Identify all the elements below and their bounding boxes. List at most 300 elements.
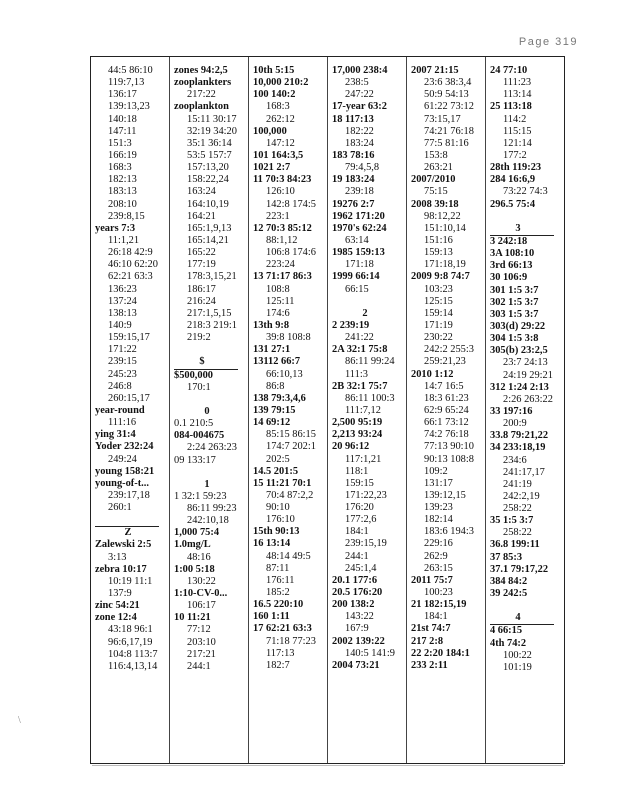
index-entry: 0.1 210:5	[174, 418, 214, 430]
index-page-refs: 164:21	[187, 210, 216, 222]
index-term: 18 117:13	[332, 113, 374, 125]
index-page-refs: 184:1	[345, 526, 369, 538]
index-page-refs: 184:1	[424, 611, 448, 623]
index-page-refs: 159:13	[424, 247, 453, 259]
index-page-refs: 2:24 263:23	[187, 442, 237, 454]
section-letter-heading: $	[174, 356, 238, 369]
index-page-refs: 66:10,13	[266, 368, 303, 380]
index-term: 39 242:5	[490, 588, 528, 600]
index-page-refs: 244:1	[345, 550, 369, 562]
index-page-refs: 182:14	[424, 514, 453, 526]
index-page-refs: 167:9	[345, 623, 369, 635]
index-column-5	[406, 57, 485, 763]
index-term: 20.5 176:20	[332, 587, 383, 599]
index-term: 183 78:16	[332, 149, 375, 161]
index-spacer	[490, 600, 564, 612]
index-page-refs: 183:6 194:3	[424, 526, 474, 538]
index-page-refs: 242:10,18	[187, 515, 229, 527]
index-page-refs: 168:3	[266, 101, 290, 113]
index-page-refs: 140:18	[108, 113, 137, 125]
index-page-refs: 74:21 76:18	[424, 125, 474, 137]
index-page-refs: 62:21 63:3	[108, 271, 153, 283]
index-page-refs: 171:18	[345, 259, 374, 271]
index-page-refs: 223:24	[266, 259, 295, 271]
index-term: zooplankton	[174, 101, 229, 113]
index-page-refs: 79:4,5,8	[345, 162, 380, 174]
index-page-refs: 176:20	[345, 502, 374, 514]
index-term: zooplankters	[174, 77, 232, 89]
index-page-refs: 106:17	[187, 600, 216, 612]
index-page-refs: 121:14	[503, 137, 532, 149]
index-term: 15 11:21 70:1	[253, 477, 312, 489]
index-page-refs: 217:1,5,15	[187, 307, 232, 319]
index-page-refs: 113:14	[503, 89, 532, 101]
index-page-refs: 53:5 157:7	[187, 149, 232, 161]
index-term: 10 11:21	[174, 612, 211, 624]
index-term: 101 164:3,5	[253, 149, 304, 161]
index-page-refs: 125:11	[266, 295, 295, 307]
section-letter-heading: 1	[204, 478, 210, 490]
index-spacer	[174, 467, 248, 479]
index-term: zinc 54:21	[95, 600, 140, 612]
index-page-refs: 74:2 76:18	[424, 429, 469, 441]
index-term: 312 1:24 2:13	[490, 381, 549, 393]
index-term: 2004 73:21	[332, 659, 380, 671]
index-page-refs: 263:21	[424, 162, 453, 174]
index-page-refs: 86:11 100:3	[345, 392, 395, 404]
index-page-refs: 10:19 11:1	[108, 575, 153, 587]
index-term: 2008 39:18	[411, 198, 459, 210]
index-page-refs: 48:14 49:5	[266, 550, 311, 562]
index-page-refs: 202:5	[266, 453, 290, 465]
index-page-refs: 23:7 24:13	[503, 357, 548, 369]
index-term: 13th 9:8	[253, 319, 290, 331]
index-page-refs: 109:2	[424, 465, 448, 477]
index-page-refs: 140:9	[108, 319, 132, 331]
index-term: 20.1 177:6	[332, 574, 378, 586]
index-page-refs: 260:1	[108, 502, 132, 514]
index-page-refs: 168:3	[108, 162, 132, 174]
index-term: 16.5 220:10	[253, 599, 304, 611]
index-term: 284 16:6,9	[490, 174, 536, 186]
index-term: 1:00 5:18	[174, 563, 215, 575]
index-column-3	[248, 57, 327, 763]
index-term: 34 233:18,19	[490, 442, 546, 454]
index-page-refs: 262:12	[266, 113, 295, 125]
index-page-refs: 157:13,20	[187, 162, 229, 174]
index-page-refs: 177:19	[187, 259, 216, 271]
index-term: 37 85:3	[490, 551, 523, 563]
index-term: 16 13:14	[253, 538, 291, 550]
index-term: 1970's 62:24	[332, 222, 387, 234]
index-page-refs: 26:18 42:9	[108, 247, 153, 259]
index-page-refs: 137:9	[108, 588, 132, 600]
index-term: 24 77:10	[490, 65, 528, 76]
index-term: 100 140:2	[253, 89, 296, 101]
index-page-refs: 151:10,14	[424, 222, 466, 234]
index-page-refs: 219:2	[187, 332, 211, 344]
index-page-refs: 131:17	[424, 477, 453, 489]
index-spacer	[174, 344, 248, 356]
index-term: 3A 108:10	[490, 248, 535, 260]
index-page-refs: 171:22	[108, 344, 137, 356]
index-page-refs: 182:7	[266, 659, 290, 671]
index-page-refs: 259:21,23	[424, 356, 466, 368]
index-term: 3 242:18	[490, 235, 528, 247]
index-page-refs: 86:8	[266, 380, 285, 392]
index-term: ying 31:4	[95, 429, 136, 441]
index-page-refs: 185:2	[266, 587, 290, 599]
index-page-refs: 239:8,15	[108, 210, 145, 222]
index-page-refs: 218:3 219:1	[187, 319, 237, 331]
index-page-refs: 262:9	[424, 550, 448, 562]
index-term: years 7:3	[95, 222, 136, 234]
index-page-refs: 151:16	[424, 234, 453, 246]
index-page-refs: 115:15	[503, 125, 532, 137]
index-term: 2010 1:12	[411, 368, 454, 380]
index-page-refs: 258:22	[503, 527, 532, 539]
index-term: 10th 5:15	[253, 65, 295, 76]
index-page-refs: 217:22	[187, 89, 216, 101]
index-page-refs: 183:24	[345, 137, 374, 149]
index-page-refs: 241:19	[503, 478, 532, 490]
index-page-refs: 241:22	[345, 332, 374, 344]
index-term: 139 79:15	[253, 404, 296, 416]
index-term: 2002 139:22	[332, 635, 385, 647]
index-term: 302 1:5 3:7	[490, 296, 539, 308]
index-page-refs: 100:22	[503, 649, 532, 661]
index-term: 2A 32:1 75:8	[332, 344, 388, 356]
index-page-refs: 63:14	[345, 234, 369, 246]
index-page-refs: 126:10	[266, 186, 295, 198]
index-term: 304 1:5 3:8	[490, 333, 539, 345]
index-page-refs: 116:4,13,14	[108, 660, 158, 672]
index-page-refs: 139:12,15	[424, 489, 466, 501]
index-page-refs: 164:10,19	[187, 198, 229, 210]
index-page-refs: 77:13 90:10	[424, 441, 474, 453]
index-page-refs: 239:18	[345, 186, 374, 198]
index-page-refs: 183:13	[108, 186, 137, 198]
index-term: 138 79:3,4,6	[253, 392, 306, 404]
index-term: 217 2:8	[411, 635, 444, 647]
index-page-refs: 159:15,17	[108, 332, 150, 344]
index-page-refs: 171:22,23	[345, 489, 387, 501]
word-index-table	[90, 56, 565, 764]
index-term: 19276 2:7	[332, 198, 375, 210]
index-page-refs: 244:1	[187, 660, 211, 672]
index-page-refs: 90:10	[266, 502, 290, 514]
index-page-refs: 35:1 36:14	[187, 137, 232, 149]
index-page-refs: 100:23	[424, 587, 453, 599]
index-page-refs: 242:2 255:3	[424, 344, 474, 356]
index-term: 20 96:12	[332, 441, 370, 453]
index-page-refs: 3:13	[108, 551, 127, 563]
index-page-refs: 46:10 62:20	[108, 259, 158, 271]
index-page-refs: 66:15	[345, 283, 369, 295]
index-page-refs: 153:8	[424, 149, 448, 161]
index-term: 13112 66:7	[253, 356, 301, 368]
index-page-refs: 159:14	[424, 307, 453, 319]
index-page-refs: 90:13 108:8	[424, 453, 474, 465]
index-page-refs: 239:15	[108, 356, 137, 368]
index-page-refs: 208:10	[108, 198, 137, 210]
index-page-refs: 75:15	[424, 186, 448, 198]
index-page-refs: 171:19	[424, 319, 453, 331]
index-page-refs: 182:22	[345, 125, 374, 137]
index-term: 131 27:1	[253, 344, 291, 356]
section-letter-heading: 4	[490, 612, 554, 625]
index-page-refs: 151:3	[108, 137, 132, 149]
index-term: 301 1:5 3:7	[490, 284, 539, 296]
index-term: 2009 9:8 74:7	[411, 271, 470, 283]
index-page-refs: 139:13,23	[108, 101, 150, 113]
index-page-refs: 176:10	[266, 514, 295, 526]
index-page-refs: 142:8 174:5	[266, 198, 316, 210]
index-term: 14 69:12	[253, 417, 291, 429]
index-page-refs: 241:17,17	[503, 466, 545, 478]
section-letter-heading: Z	[124, 527, 132, 539]
index-page-refs: 170:1	[187, 381, 211, 393]
section-letter-heading: 3	[490, 223, 554, 236]
index-page-refs: 139:23	[424, 502, 453, 514]
index-page-refs: 85:15 86:15	[266, 429, 316, 441]
index-page-refs: 88:1,12	[266, 234, 298, 246]
index-page-refs: 186:17	[187, 283, 216, 295]
index-term: 25 113:18	[490, 101, 532, 113]
index-page-refs: 130:22	[187, 575, 216, 587]
index-page-refs: 147:11	[108, 125, 137, 137]
index-page-refs: 14:7 16:5	[424, 380, 464, 392]
index-page-refs: 234:6	[503, 454, 527, 466]
index-column-1	[91, 57, 169, 763]
index-page-refs: 165:22	[187, 247, 216, 259]
index-page-refs: 62:9 65:24	[424, 404, 469, 416]
index-page-refs: 203:10	[187, 636, 216, 648]
index-page-refs: 111:23	[503, 77, 532, 89]
index-page-refs: 136:23	[108, 283, 137, 295]
index-term: 33 197:16	[490, 405, 533, 417]
index-page-refs: 159:15	[345, 477, 374, 489]
index-page-refs: 117:13	[266, 647, 295, 659]
index-term: 1985 159:13	[332, 247, 385, 259]
index-spacer	[95, 514, 159, 527]
index-page-refs: 66:1 73:12	[424, 417, 469, 429]
index-page-refs: 166:19	[108, 149, 137, 161]
index-page-refs: 239:15,19	[345, 538, 387, 550]
index-term: 17 62:21 63:3	[253, 623, 312, 635]
index-spacer	[332, 296, 406, 308]
index-page-refs: 200:9	[503, 418, 527, 430]
index-page-refs: 165:1,9,13	[187, 222, 232, 234]
index-page-refs: 176:11	[266, 574, 295, 586]
index-page-refs: 249:24	[108, 453, 137, 465]
index-entry: 1 32:1 59:23	[174, 490, 227, 502]
index-page-refs: 70:4 87:2,2	[266, 489, 314, 501]
index-term: 21 182:15,19	[411, 599, 467, 611]
index-page-refs: 258:22	[503, 503, 532, 515]
index-page-refs: 143:22	[345, 611, 374, 623]
index-page-refs: 178:3,15,21	[187, 271, 237, 283]
index-page-refs: 24:19 29:21	[503, 369, 553, 381]
index-page-refs: 238:5	[345, 77, 369, 89]
index-term: 100,000	[253, 125, 287, 137]
section-letter-heading: 0	[204, 405, 210, 417]
index-term: 1,000 75:4	[174, 527, 220, 539]
index-term: 1021 2:7	[253, 162, 291, 174]
index-term: 35 1:5 3:7	[490, 515, 534, 527]
index-page-refs: 50:9 54:13	[424, 89, 469, 101]
index-term: 2 239:19	[332, 319, 370, 331]
index-term: 33.8 79:21,22	[490, 430, 549, 442]
index-page-refs: 86:11 99:24	[345, 356, 395, 368]
index-spacer	[490, 211, 564, 223]
index-term: 19 183:24	[332, 174, 375, 186]
index-page-refs: 138:13	[108, 307, 137, 319]
index-page-refs: 118:1	[345, 465, 369, 477]
index-column-4	[327, 57, 406, 763]
index-page-refs: 32:19 34:20	[187, 125, 237, 137]
index-page-refs: 182:13	[108, 174, 137, 186]
index-page-refs: 245:1,4	[345, 562, 377, 574]
index-page-refs: 217:21	[187, 648, 216, 660]
index-page-refs: 103:23	[424, 283, 453, 295]
index-page-refs: 11:1,21	[108, 234, 140, 246]
index-page-refs: 171:18,19	[424, 259, 466, 271]
index-term: 21st 74:7	[411, 623, 451, 635]
index-term: $500,000	[174, 369, 213, 381]
index-page-refs: 23:6 38:3,4	[424, 77, 472, 89]
index-term: 1999 66:14	[332, 271, 380, 283]
index-term: 17,000 238:4	[332, 65, 388, 76]
index-page-refs: 140:5 141:9	[345, 647, 395, 659]
index-page-refs: 111:3	[345, 368, 368, 380]
index-term: 13 71:17 86:3	[253, 271, 312, 283]
index-term: 296.5 75:4	[490, 198, 536, 210]
index-page-refs: 239:17,18	[108, 489, 150, 501]
index-page-refs: 111:16	[108, 417, 137, 429]
index-entry: 09 133:17	[174, 454, 216, 466]
index-page-refs: 43:18 96:1	[108, 624, 153, 636]
index-page-refs: 136:17	[108, 89, 137, 101]
index-term: 233 2:11	[411, 659, 448, 671]
index-page-refs: 119:7,13	[108, 77, 145, 89]
index-page-refs: 101:19	[503, 661, 532, 673]
index-term: 200 138:2	[332, 599, 375, 611]
index-page-refs: 137:24	[108, 295, 137, 307]
index-term: young 158:21	[95, 465, 155, 477]
index-term: 303 1:5 3:7	[490, 308, 539, 320]
index-page-refs: 216:24	[187, 295, 216, 307]
index-term: 15th 90:13	[253, 526, 300, 538]
index-page-refs: 117:1,21	[345, 453, 382, 465]
index-term: 37.1 79:17,22	[490, 563, 549, 575]
index-term: 303(d) 29:22	[490, 320, 546, 332]
index-term: 2011 75:7	[411, 574, 453, 586]
index-term: 12 70:3 85:12	[253, 222, 312, 234]
index-page-refs: 263:15	[424, 562, 453, 574]
index-term: Zalewski 2:5	[95, 539, 152, 551]
index-page-refs: 111:7,12	[345, 404, 381, 416]
index-term: 28th 119:23	[490, 162, 542, 174]
index-column-2	[169, 57, 248, 763]
index-page-refs: 174:6	[266, 307, 290, 319]
index-page-refs: 71:18 77:23	[266, 635, 316, 647]
index-term: 1:10-CV-0...	[174, 588, 228, 600]
margin-mark: \	[18, 715, 21, 726]
index-term: 30 106:9	[490, 272, 528, 284]
index-term: 10,000 210:2	[253, 77, 309, 89]
index-term: year-round	[95, 404, 145, 416]
index-page-refs: 165:14,21	[187, 234, 229, 246]
index-page-refs: 246:8	[108, 380, 132, 392]
index-page-refs: 44:5 86:10	[108, 65, 153, 76]
index-page-refs: 223:1	[266, 210, 290, 222]
section-letter-heading: 2	[362, 307, 368, 319]
index-page-refs: 48:16	[187, 551, 211, 563]
index-page-refs: 247:22	[345, 89, 374, 101]
index-page-refs: 230:22	[424, 332, 453, 344]
index-term: young-of-t...	[95, 477, 149, 489]
index-page-refs: 242:2,19	[503, 490, 540, 502]
index-page-refs: 104:8 113:7	[108, 648, 158, 660]
index-page-refs: 163:24	[187, 186, 216, 198]
index-page-refs: 86:11 99:23	[187, 503, 237, 515]
index-page-refs: 77:12	[187, 624, 211, 636]
index-term: 3rd 66:13	[490, 260, 533, 272]
index-page-refs: 125:15	[424, 295, 453, 307]
index-term: 2007 21:15	[411, 65, 459, 76]
index-page-refs: 98:12,22	[424, 210, 461, 222]
index-term: 305(b) 23:2,5	[490, 345, 548, 357]
index-term: 2007/2010	[411, 174, 456, 186]
index-page-refs: 61:22 73:12	[424, 101, 474, 113]
index-term: 2,213 93:24	[332, 429, 383, 441]
index-term: 22 2:20 184:1	[411, 647, 470, 659]
index-term: 2B 32:1 75:7	[332, 380, 388, 392]
index-term: 4th 74:2	[490, 637, 527, 649]
index-term: zebra 10:17	[95, 563, 147, 575]
index-page-refs: 158:22,24	[187, 174, 229, 186]
index-page-refs: 106:8 174:6	[266, 247, 316, 259]
index-page-refs: 177:2	[503, 149, 527, 161]
index-term: 384 84:2	[490, 575, 528, 587]
index-page-refs: 177:2,6	[345, 514, 377, 526]
index-term: 11 70:3 84:23	[253, 174, 312, 186]
index-term: zone 12:4	[95, 612, 137, 624]
index-column-6	[485, 57, 564, 763]
index-page-refs: 73:15,17	[424, 113, 461, 125]
index-page-refs: 87:11	[266, 562, 290, 574]
index-term: zones 94:2,5	[174, 65, 228, 76]
index-term: 084-004675	[174, 430, 225, 442]
index-page-refs: 114:2	[503, 113, 527, 125]
page-number: Page 319	[518, 36, 578, 48]
index-term: Yoder 232:24	[95, 441, 154, 453]
index-page-refs: 39:8 108:8	[266, 332, 311, 344]
index-page-refs: 245:23	[108, 368, 137, 380]
index-page-refs: 147:12	[266, 137, 295, 149]
index-term: 1.0mg/L	[174, 539, 211, 551]
index-term: 36.8 199:11	[490, 539, 540, 551]
index-page-refs: 174:7 202:1	[266, 441, 316, 453]
index-page-refs: 108:8	[266, 283, 290, 295]
index-term: 17-year 63:2	[332, 101, 387, 113]
index-term: 14.5 201:5	[253, 465, 299, 477]
index-page-refs: 73:22 74:3	[503, 186, 548, 198]
index-term: 2,500 95:19	[332, 417, 383, 429]
index-page-refs: 260:15,17	[108, 392, 150, 404]
index-page-refs: 96:6,17,19	[108, 636, 153, 648]
